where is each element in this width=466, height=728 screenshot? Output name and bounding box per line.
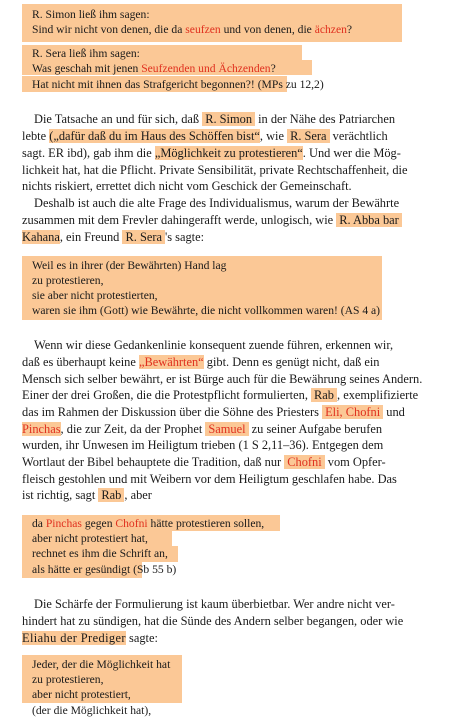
quote-line: R. Sera ließ ihm sagen: xyxy=(32,47,140,60)
quote-line: Weil es in ihrer (der Bewährten) Hand lag xyxy=(32,259,227,272)
quote-line: (der die Möglichkeit hat), xyxy=(32,704,152,717)
quote-line: zu protestieren, xyxy=(32,274,104,287)
quote-line: als hätte er gesündigt (Sb 55 b) xyxy=(32,563,177,576)
quote-line: Jeder, der die Möglichkeit hat xyxy=(32,658,171,671)
body-line: Mensch sich selber bewährt, er ist Bürge auch für die Bewährung seines Andern. xyxy=(22,372,423,386)
body-line: fleisch gestohlen und mit Weibern vor dem Heiligtum geschlafen habe. Das xyxy=(22,472,397,486)
quote-line: Hat nicht mit ihnen das Strafgericht begonnen?! (MPs zu 12,2) xyxy=(32,78,324,91)
body-line: lichkeit hat, hat die Pflicht. Private Sensibilität, private Rechtschaffenheit, die xyxy=(22,163,408,177)
quote-line: waren sie ihm (Gott) wie Bewährte, die nicht vollkommen waren! (AS 4 a) xyxy=(32,304,381,317)
body-line: daß es überhaupt keine „Bewährten“ gibt. Denn es genügt nicht, daß ein xyxy=(22,355,380,369)
body-line: Die Tatsache an und für sich, daß R. Simon in der Nähe des Patriarchen xyxy=(34,112,396,126)
body-line: wurden, ihr Unwesen im Heiligtum trieben (1 S 2,11–36). Entgegen dem xyxy=(22,438,384,452)
quote-line: Was geschah mit jenen Seufzenden und Ächzenden? xyxy=(32,62,276,75)
body-line: Einer der drei Großen, die die Protestpflicht formulierten, Rab , exemplifizierte xyxy=(22,388,419,402)
quote-line: zu protestieren, xyxy=(32,673,104,686)
body-line: nichts riskiert, errettet dich nicht vom Geschick der Gemeinschaft. xyxy=(22,179,352,193)
body-line: hindert hat zu sündigen, hat die Sünde des Andern selber begangen, oder wie xyxy=(22,614,404,628)
quote-line: sie aber nicht protestierten, xyxy=(32,289,158,302)
quote-line: R. Simon ließ ihm sagen: xyxy=(32,8,150,21)
body-line: Wortlaut der Bibel behauptete die Tradition, daß nur Chofni vom Opfer- xyxy=(22,455,386,469)
quote-line: Sind wir nicht von denen, die da seufzen und von denen, die ächzen? xyxy=(32,23,353,36)
body-line: lebte („dafür daß du im Haus des Schöffen bist“, wie R. Sera verächtlich xyxy=(22,129,388,143)
body-line: Kahana, ein Freund R. Sera 's sagte: xyxy=(22,230,205,244)
quote-line: rechnet es ihm die Schrift an, xyxy=(32,547,168,560)
quote-line: aber nicht protestiert hat, xyxy=(32,532,148,545)
body-line: Die Schärfe der Formulierung ist kaum überbietbar. Wer andre nicht ver- xyxy=(34,597,395,611)
body-line: Pinchas, die zur Zeit, da der Prophet Samuel zu seiner Aufgabe berufen xyxy=(22,422,383,436)
quote-line: aber nicht protestiert, xyxy=(32,688,131,701)
body-line: das im Rahmen der Diskussion über die Söhne des Priesters Eli, Chofni und xyxy=(22,405,405,419)
body-line: ist richtig, sagt Rab , aber xyxy=(22,488,152,502)
body-line: sagt. ER ibd), gab ihm die „Möglichkeit zu protestieren“. Und wer die Mög- xyxy=(22,146,401,160)
body-line: Eliahu der Prediger sagte: xyxy=(22,631,158,645)
body-line: Wenn wir diese Gedankenlinie konsequent zuende führen, erkennen wir, xyxy=(34,338,394,352)
body-line: zusammen mit dem Frevler dahingerafft werde, unlogisch, wie R. Abba bar xyxy=(22,212,402,228)
body-line: Deshalb ist auch die alte Frage des Individualismus, warum der Bewährte xyxy=(34,196,400,210)
quote-line: da Pinchas gegen Chofni hätte protestieren sollen, xyxy=(32,517,265,530)
